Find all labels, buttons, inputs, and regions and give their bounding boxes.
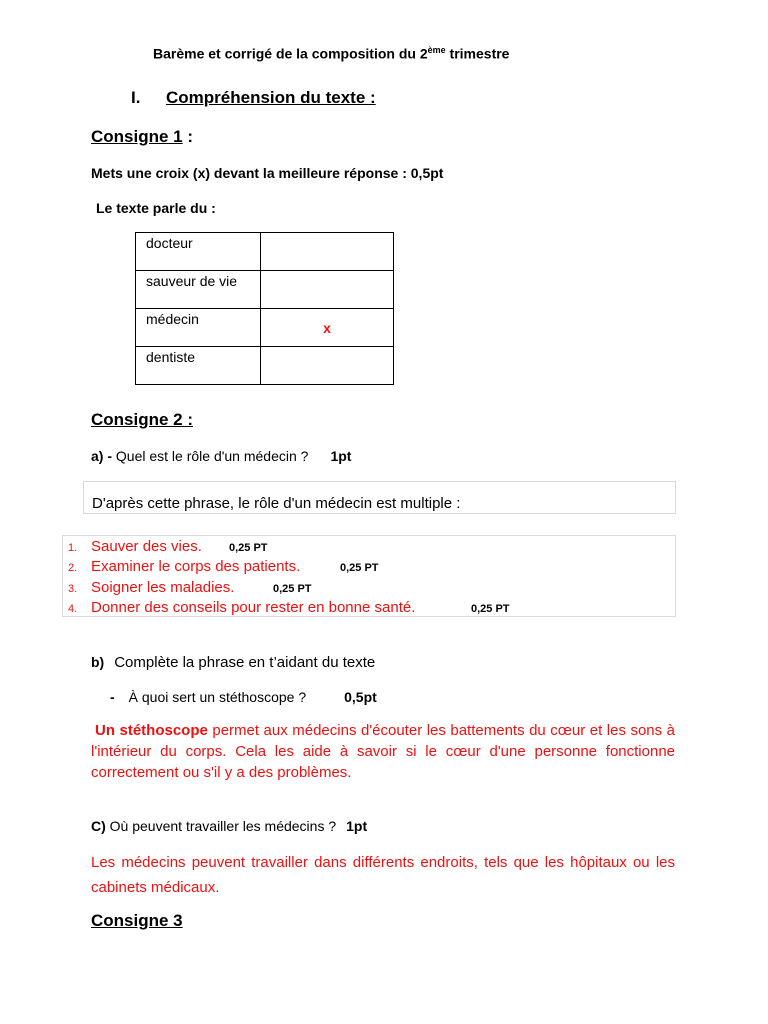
option-mark [261,271,394,309]
section-number: I. [131,88,141,107]
consigne-1-heading: Consigne 1 : [91,127,194,146]
option-label: médecin [136,309,261,347]
option-mark: x [261,309,394,347]
consigne-1-instruction: Mets une croix (x) devant la meilleure réponse : 0,5pt [91,165,444,181]
consigne-1-prompt: Le texte parle du : [96,200,216,216]
page-title: Barème et corrigé de la composition du 2ème trimestre [153,45,510,62]
question-a: a) - Quel est le rôle d'un médecin ? 1pt [91,448,352,464]
option-mark [261,347,394,385]
question-b-sub: - À quoi sert un stéthoscope ? 0,5pt [110,689,377,705]
option-mark [261,233,394,271]
table-row [136,233,394,271]
section-heading [131,88,376,108]
question-c: C) Où peuvent travailler les médecins ? 1pt [91,818,368,834]
answer-a-list: 1. Sauver des vies. 0,25 PT 2. Examiner le corps des patients. 0,25 PT 3. Soigner les maladies. 0,25 PT 4. Donner des conseils pour rester en bonne santé. 0,25 PT [62,535,676,617]
option-label: sauveur de vie [136,271,261,309]
options-table [135,232,394,385]
option-label: docteur [136,233,261,271]
table-row [136,309,394,347]
section-title: Compréhension du texte : [166,88,376,107]
table-row [136,347,394,385]
question-b: b) Complète la phrase en t’aidant du texte [91,654,376,671]
consigne-3-heading: Consigne 3 [91,911,183,930]
answer-c: Les médecins peuvent travailler dans différents endroits, tels que les hôpitaux ou les cabinets médicaux. [91,854,675,896]
table-row [136,271,394,309]
consigne-2-heading: Consigne 2 : [91,410,194,429]
option-label: dentiste [136,347,261,385]
answer-b: Un stéthoscope permet aux médecins d'écouter les battements du cœur et les sons à l'intérieur du corps. Cela les aide à savoir si le cœur d'une personne fonctionne correctement ou s'il y a des problèmes. [91,722,676,781]
answer-a-intro: D'après cette phrase, le rôle d'un médecin est multiple : [83,481,676,514]
